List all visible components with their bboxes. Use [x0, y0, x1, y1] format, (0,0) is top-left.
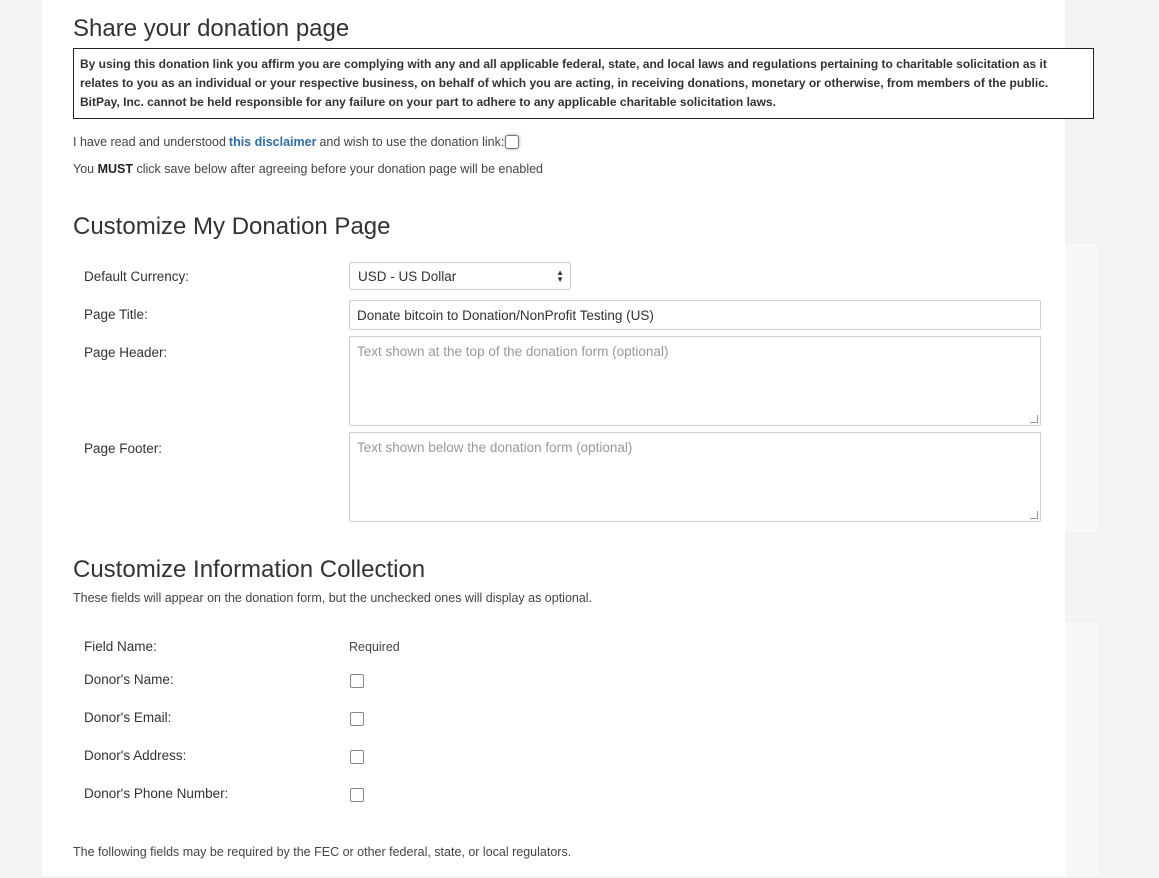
- select-arrows-icon: ▲ ▼: [556, 268, 564, 284]
- currency-select[interactable]: [349, 262, 571, 290]
- must-save-note: [73, 162, 543, 176]
- disclaimer-box: By using this donation link you affirm you are complying with any and all applicable federal, state, and local laws and regulations pertaining to charitable solicitation as it relates to you as an individual or your respective business, on behalf of which you are acting, in receiving donations, monetary or otherwise, from members of the public. BitPay, Inc. cannot be held responsible for any failure on your part to adhere to any applicable charitable solicitation laws.: [73, 48, 1094, 119]
- collection-section-title: Customize Information Collection: [73, 556, 426, 583]
- currency-value: USD - US Dollar: [358, 269, 457, 284]
- required-checkbox-address[interactable]: [350, 750, 364, 764]
- field-label-phone: Donor's Phone Number:: [84, 786, 229, 801]
- agree-suffix: and wish to use the donation link:: [319, 135, 505, 149]
- collection-subtitle: These fields will appear on the donation form, but the unchecked ones will display as optional.: [73, 591, 593, 605]
- agree-prefix: I have read and understood: [73, 135, 226, 149]
- required-checkbox-name[interactable]: [350, 674, 364, 688]
- agree-row: [73, 135, 519, 149]
- side-card: [1065, 242, 1100, 534]
- page-footer-textarea[interactable]: [349, 432, 1041, 522]
- field-label-name: Donor's Name:: [84, 672, 174, 687]
- required-checkbox-email[interactable]: [350, 712, 364, 726]
- field-label-address: Donor's Address:: [84, 748, 187, 763]
- page-title-label: Page Title:: [84, 307, 148, 322]
- page-footer-placeholder: Text shown below the donation form (optional): [357, 440, 633, 455]
- required-header: Required: [349, 640, 400, 654]
- field-label-email: Donor's Email:: [84, 710, 172, 725]
- agree-checkbox[interactable]: [505, 135, 519, 149]
- must-prefix: You: [73, 162, 95, 176]
- regulators-note: The following fields may be required by the FEC or other federal, state, or local regulators.: [73, 845, 572, 859]
- field-name-header: Field Name:: [84, 639, 157, 654]
- must-suffix: click save below after agreeing before your donation page will be enabled: [136, 162, 543, 176]
- page-header-textarea[interactable]: [349, 336, 1041, 426]
- customize-section-title: Customize My Donation Page: [73, 213, 391, 240]
- resize-handle-icon[interactable]: [1030, 511, 1038, 519]
- share-section-title: Share your donation page: [73, 15, 350, 42]
- must-emphasis: MUST: [97, 162, 133, 176]
- resize-handle-icon[interactable]: [1030, 415, 1038, 423]
- currency-label: Default Currency:: [84, 269, 190, 284]
- page-header-label: Page Header:: [84, 345, 168, 360]
- side-card: [1065, 620, 1100, 878]
- disclaimer-link[interactable]: this disclaimer: [228, 135, 317, 149]
- page-header-placeholder: Text shown at the top of the donation form (optional): [357, 344, 669, 359]
- page-title-input[interactable]: Donate bitcoin to Donation/NonProfit Testing (US): [349, 300, 1041, 330]
- required-checkbox-phone[interactable]: [350, 788, 364, 802]
- page-footer-label: Page Footer:: [84, 441, 163, 456]
